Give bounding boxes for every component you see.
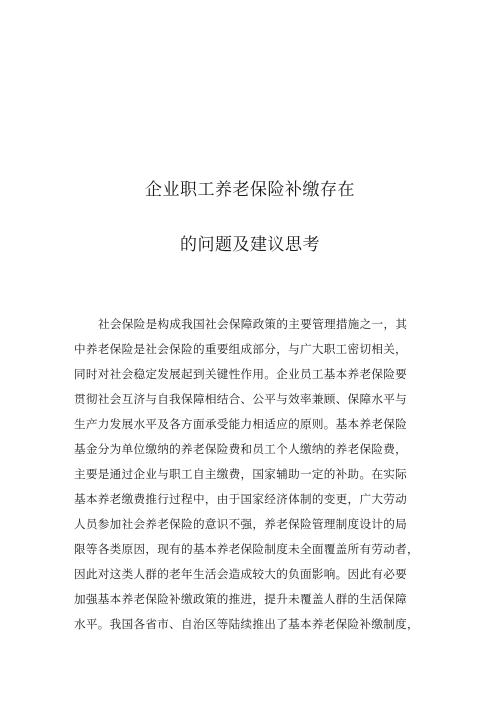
body-paragraph-line: 人员参加社会养老保险的意识不强，养老保险管理制度设计的局	[74, 517, 408, 531]
body-paragraph-line: 贯彻社会互济与自我保障相结合、公平与效率兼顾、保障水平与	[74, 392, 408, 406]
body-paragraph-line: 因此对这类人群的老年生活会造成较大的负面影响。因此有必要	[74, 567, 408, 581]
body-paragraph-line: 加强基本养老保险补缴政策的推进，提升未覆盖人群的生活保障	[74, 592, 408, 606]
body-paragraph-line: 生产力发展水平及各方面承受能力相适应的原则。基本养老保险	[74, 417, 408, 431]
body-paragraph-line: 中养老保险是社会保险的重要组成部分，与广大职工密切相关，	[74, 342, 408, 356]
body-paragraph-line: 基金分为单位缴纳的养老保险费和员工个人缴纳的养老保险费，	[74, 442, 408, 456]
body-paragraph-line: 同时对社会稳定发展起到关键性作用。企业员工基本养老保险要	[74, 367, 408, 381]
document-title-line-2: 的问题及建议思考	[180, 235, 320, 255]
document-title-line-1: 企业职工养老保险补缴存在	[145, 180, 355, 200]
body-paragraph-line: 水平。我国各省市、自治区等陆续推出了基本养老保险补缴制度，	[74, 617, 419, 631]
body-paragraph-line: 限等各类原因，现有的基本养老保险制度未全面覆盖所有劳动者，	[74, 542, 419, 556]
body-paragraph-line: 主要是通过企业与职工自主缴费，国家辅助一定的补助。在实际	[74, 467, 408, 481]
body-paragraph-line: 基本养老缴费推行过程中，由于国家经济体制的变更，广大劳动	[74, 492, 408, 506]
body-paragraph-line: 社会保险是构成我国社会保障政策的主要管理措施之一，其	[98, 317, 408, 331]
